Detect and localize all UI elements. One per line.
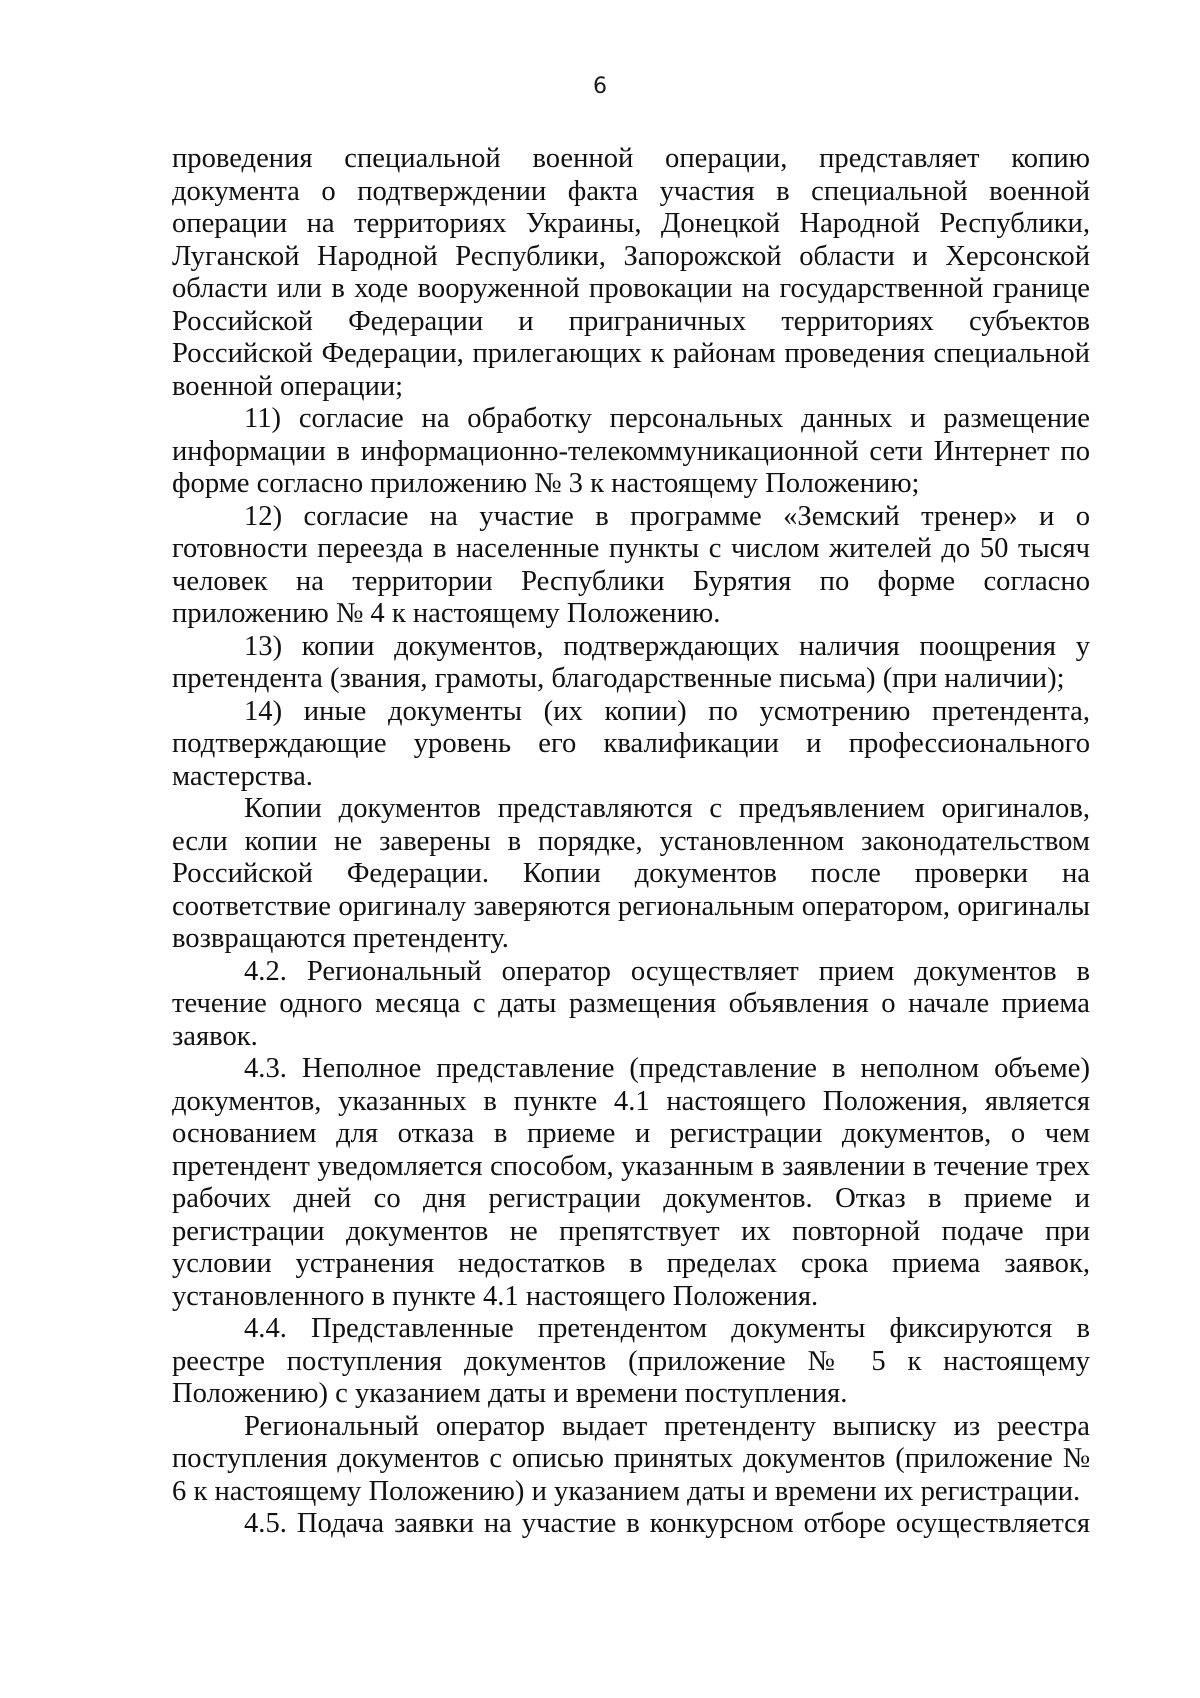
paragraph-4-4: 4.4. Представленные претендентом документы фиксируются в реестре поступления документов (приложение № 5 к настоящему Положению) с указанием даты и времени поступления.: [172, 1313, 1090, 1409]
paragraph-registry-extract: Региональный оператор выдает претенденту выписку из реестра поступления документов с описью принятых документов (приложение № 6 к настоящему Положению) и указанием даты и времени их регистрации.: [172, 1410, 1090, 1507]
paragraph-continuation: проведения специальной военной операции, представляет копию документа о подтверждении факта участия в специальной военной операции на территориях Украины, Донецкой Народной Республики, Луганской Народной Республики, Запорожской области и Херсонской области или в ходе вооруженной провокации на государственной границе Российской Федерации и приграничных территориях субъектов Российской Федерации, прилегающих к районам проведения специальной военной операции;: [172, 143, 1090, 402]
paragraph-4-3: 4.3. Неполное представление (представление в неполном объеме) документов, указанных в пункте 4.1 настоящего Положения, является основанием для отказа в приеме и регистрации документов, о чем претендент уведомляется способом, указанным в заявлении в течение трех рабочих дней со дня регистрации документов. Отказ в приеме и регистрации документов не препятствует их повторной подаче при условии устранения недостатков в пределах срока приема заявок, установленного в пункте 4.1 настоящего Положения.: [172, 1053, 1090, 1312]
paragraph-item-11: 11) согласие на обработку персональных данных и размещение информации в информационно-телекоммуникационной сети Интернет по форме согласно приложению № 3 к настоящему Положению;: [172, 403, 1090, 499]
paragraph-item-13: 13) копии документов, подтверждающих наличия поощрения у претендента (звания, грамоты, благодарственные письма) (при наличии);: [172, 630, 1090, 694]
paragraph-4-2: 4.2. Региональный оператор осуществляет прием документов в течение одного месяца с даты размещения объявления о начале приема заявок.: [172, 955, 1090, 1052]
page-number: 6: [593, 74, 607, 99]
paragraph-copies: Копии документов представляются с предъявлением оригиналов, если копии не заверены в порядке, установленном законодательством Российской Федерации. Копии документов после проверки на соответствие оригиналу заверяются региональным оператором, оригиналы возвращаются претенденту.: [172, 793, 1090, 954]
document-body: [172, 143, 1090, 1541]
paragraph-4-5: 4.5. Подача заявки на участие в конкурсном отборе осуществляется: [244, 1508, 1090, 1539]
paragraph-item-12: 12) согласие на участие в программе «Земский тренер» и о готовности переезда в населенные пункты с числом жителей до 50 тысяч человек на территории Республики Бурятия по форме согласно приложению № 4 к настоящему Положению.: [172, 500, 1090, 629]
paragraph-item-14: 14) иные документы (их копии) по усмотрению претендента, подтверждающие уровень его квалификации и профессионального мастерства.: [172, 695, 1090, 792]
